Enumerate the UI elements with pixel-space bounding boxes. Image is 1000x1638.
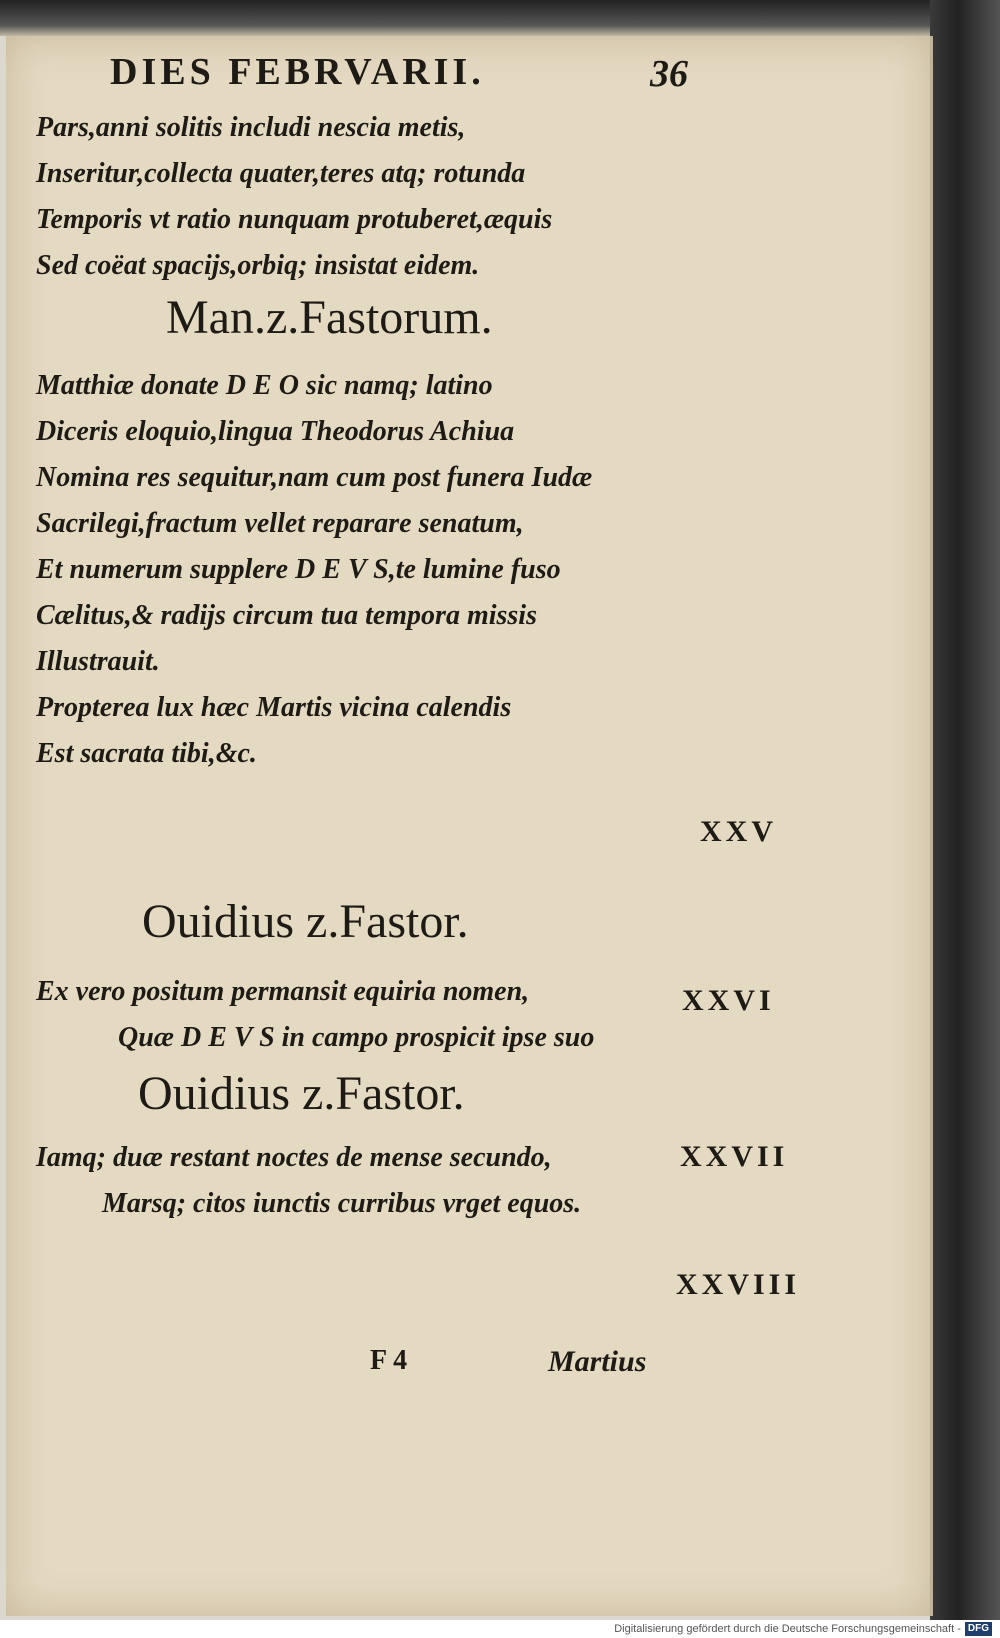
section-heading: Man.z.Fastorum. — [166, 291, 493, 344]
verse-line: Sacrilegi,fractum vellet reparare senatum, — [36, 508, 524, 539]
running-header: DIES FEBRVARII. — [110, 51, 485, 93]
verse-line: Quæ D E V S in campo prospicit ipse suo — [118, 1022, 595, 1053]
day-numeral: XXVI — [682, 984, 775, 1017]
verse-line: Sed coëat spacijs,orbiq; insistat eidem. — [36, 250, 480, 281]
verse-line: Nomina res sequitur,nam cum post funera Iudæ — [36, 462, 593, 493]
catchword: Martius — [548, 1345, 647, 1378]
section-heading: Ouidius z.Fastor. — [142, 895, 469, 948]
verse-line: Iamq; duæ restant noctes de mense secundo, — [36, 1142, 552, 1173]
verse-line: Illustrauit. — [36, 646, 160, 677]
signature-mark: F 4 — [370, 1345, 408, 1376]
verse-line: Cælitus,& radijs circum tua tempora missis — [36, 600, 537, 631]
day-numeral: XXVIII — [676, 1268, 801, 1301]
verse-line: Temporis vt ratio nunquam protuberet,æquis — [36, 204, 553, 235]
verse-line: Est sacrata tibi,&c. — [36, 738, 257, 769]
day-numeral: XXVII — [680, 1140, 789, 1173]
page-number: 36 — [650, 53, 688, 95]
section-heading: Ouidius z.Fastor. — [138, 1067, 465, 1120]
verse-line: Ex vero positum permansit equiria nomen, — [36, 976, 530, 1007]
verse-line: Diceris eloquio,lingua Theodorus Achiua — [36, 416, 515, 447]
digitization-credit — [614, 1620, 992, 1638]
credit-text: Digitalisierung gefördert durch die Deutsche Forschungsgemeinschaft - — [614, 1623, 961, 1635]
day-numeral: XXV — [700, 815, 777, 848]
verse-line: Pars,anni solitis includi nescia metis, — [36, 112, 466, 143]
verse-line: Matthiæ donate D E O sic namq; latino — [36, 370, 493, 401]
verse-line: Et numerum supplere D E V S,te lumine fuso — [36, 554, 561, 585]
verse-line: Propterea lux hæc Martis vicina calendis — [36, 692, 512, 723]
page-top-edge — [0, 0, 930, 36]
verse-line: Inseritur,collecta quater,teres atq; rotunda — [36, 158, 526, 189]
verse-line: Marsq; citos iunctis curribus vrget equos. — [102, 1188, 582, 1219]
dfg-logo: DFG — [965, 1622, 992, 1636]
book-spine — [930, 0, 1000, 1620]
